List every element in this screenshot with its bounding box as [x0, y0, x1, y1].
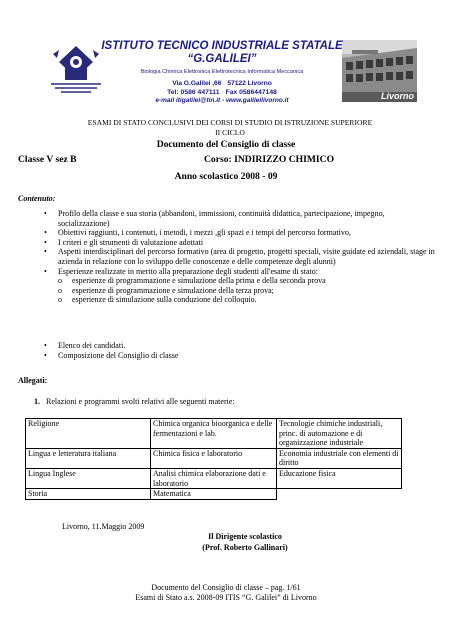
list-item	[44, 266, 438, 277]
list-item-text: Aspetti interdisciplinari del percorso formativo (area di progetto, progetti speciali, visite guidate ed aziendali, stage in azienda in relazione con lo sviluppo delle conoscenze e delle competenze degli alunni)	[58, 247, 435, 266]
circle-bullet-icon: o	[58, 285, 62, 295]
school-building-photo	[342, 40, 417, 102]
table-cell: Analisi chimica elaborazione dati e laboratorio	[151, 468, 277, 488]
footer-exam-info: Esami di Stato a.s. 2008-09 ITIS “G. Galilei” di Livorno	[135, 593, 317, 602]
table-row	[26, 419, 402, 449]
school-name-line2: “G.GALILEI”	[187, 53, 257, 65]
list-item	[44, 247, 438, 266]
attachments-label: Allegati:	[18, 376, 48, 385]
list-item	[44, 228, 438, 238]
school-phone	[100, 89, 344, 96]
circle-bullet-icon: o	[58, 276, 62, 286]
table-row	[26, 489, 402, 500]
reports-number: 1.	[34, 397, 40, 406]
list-item-text: Obiettivi raggiunti, i contenuti, i metodi, i mezzi ,gli spazi e i tempi del percorso formativo,	[58, 228, 351, 238]
bullet-icon: •	[44, 228, 47, 238]
school-address	[100, 80, 344, 87]
exam-heading	[80, 118, 380, 138]
school-name-line1: ISTITUTO TECNICO INDUSTRIALE STATALE	[101, 40, 343, 52]
list-item-text: Esperienze realizzate in merito alla preparazione degli studenti all'esame di stato:	[58, 266, 318, 276]
contents-list	[44, 209, 438, 305]
school-logo	[45, 40, 107, 102]
school-specializations: Biologia Chimica Elettronica Elettrotecnica Informatica Meccanica	[140, 69, 304, 75]
table-cell: Lingua Inglese	[26, 468, 151, 488]
sub-list-item-text: esperienze di programmazione e simulazione della prima e della seconda prova	[72, 276, 326, 286]
list-item	[44, 341, 438, 351]
bullet-icon: •	[44, 266, 47, 276]
table-cell: Matematica	[151, 489, 277, 500]
circle-bullet-icon: o	[58, 295, 62, 305]
bullet-icon: •	[44, 247, 47, 257]
list-item-text: Elenco dei candidati.	[58, 341, 126, 350]
list-item	[44, 350, 438, 361]
reports-heading	[34, 397, 235, 406]
list-item	[44, 209, 438, 228]
principal-title: Il Dirigente scolastico	[208, 532, 282, 541]
table-cell: Tecnologie chimiche industriali, princ. di automazione e di organizzazione industriale	[277, 419, 402, 449]
subjects-table	[25, 418, 402, 500]
table-cell: Educazione fisica	[277, 468, 402, 488]
reports-text: Relazioni e programmi svolti relativi alle seguenti materie:	[46, 397, 235, 406]
sub-list-item-text: esperienze di programmazione e simulazione della terza prova;	[72, 285, 274, 295]
list-item-text: I criteri e gli strumenti di valutazione adottati	[58, 237, 204, 247]
table-cell: Religione	[26, 419, 151, 449]
table-cell: Chimica fisica e laboratorio	[151, 448, 277, 468]
table-row	[26, 468, 402, 488]
bullet-icon: •	[44, 350, 47, 360]
school-email-web: e-mail itigalilei@tin.it - www.galileilivorno.it	[155, 97, 289, 104]
exam-heading-line2: II CICLO	[215, 128, 245, 137]
table-cell: Chimica organica bioorganica e delle fermentazioni e lab.	[151, 419, 277, 449]
exam-heading-line1: ESAMI DI STATO CONCLUSIVI DEI CORSI DI STUDIO DI ISTRUZIONE SUPERIORE	[87, 118, 373, 127]
class-section: Classe V sez B	[18, 154, 77, 165]
course: Corso: INDIRIZZO CHIMICO	[204, 154, 335, 165]
table-cell: Economia industriale con elementi di diritto	[277, 448, 402, 468]
school-year: Anno scolastico 2008 - 09	[174, 171, 278, 182]
sub-list-item	[58, 295, 438, 305]
address-city: 57122 Livorno	[227, 80, 272, 87]
table-cell: Storia	[26, 489, 151, 500]
principal-name: (Prof. Roberto Gallinari)	[202, 543, 288, 552]
contents-list-2	[44, 341, 438, 360]
sub-list-item-text: esperienze di simulazione sulla conduzione del colloquio.	[72, 295, 257, 305]
school-name	[100, 40, 344, 66]
list-item	[44, 237, 438, 248]
photo-caption: Livorno	[381, 91, 414, 101]
contents-label: Contenuto:	[18, 194, 56, 203]
list-item-text: Profilo della classe e sua storia (abbandoni, immissioni, continuità didattica, partecipazione, impegno, socializzazione)	[58, 209, 385, 228]
fax-number: Fax 0586447148	[225, 89, 277, 96]
bullet-icon: •	[44, 209, 47, 218]
place-date: Livorno, 11.Maggio 2009	[62, 522, 145, 531]
table-cell	[277, 489, 402, 500]
phone-number: Tel: 0586 447111	[167, 89, 220, 96]
table-cell: Lingua e letteratura italiana	[26, 448, 151, 468]
list-item-text: Composizione del Consiglio di classe	[58, 350, 179, 360]
bullet-icon: •	[44, 237, 47, 247]
sub-list-item	[58, 276, 438, 286]
bullet-icon: •	[44, 341, 47, 350]
document-title: Documento del Consiglio di classe	[156, 139, 296, 150]
sub-list-item	[58, 286, 438, 296]
table-row	[26, 448, 402, 468]
footer-page-info: Documento del Consiglio di classe – pag. 1/61	[151, 583, 301, 592]
address-street: Via G.Galilei ,66	[172, 80, 222, 87]
